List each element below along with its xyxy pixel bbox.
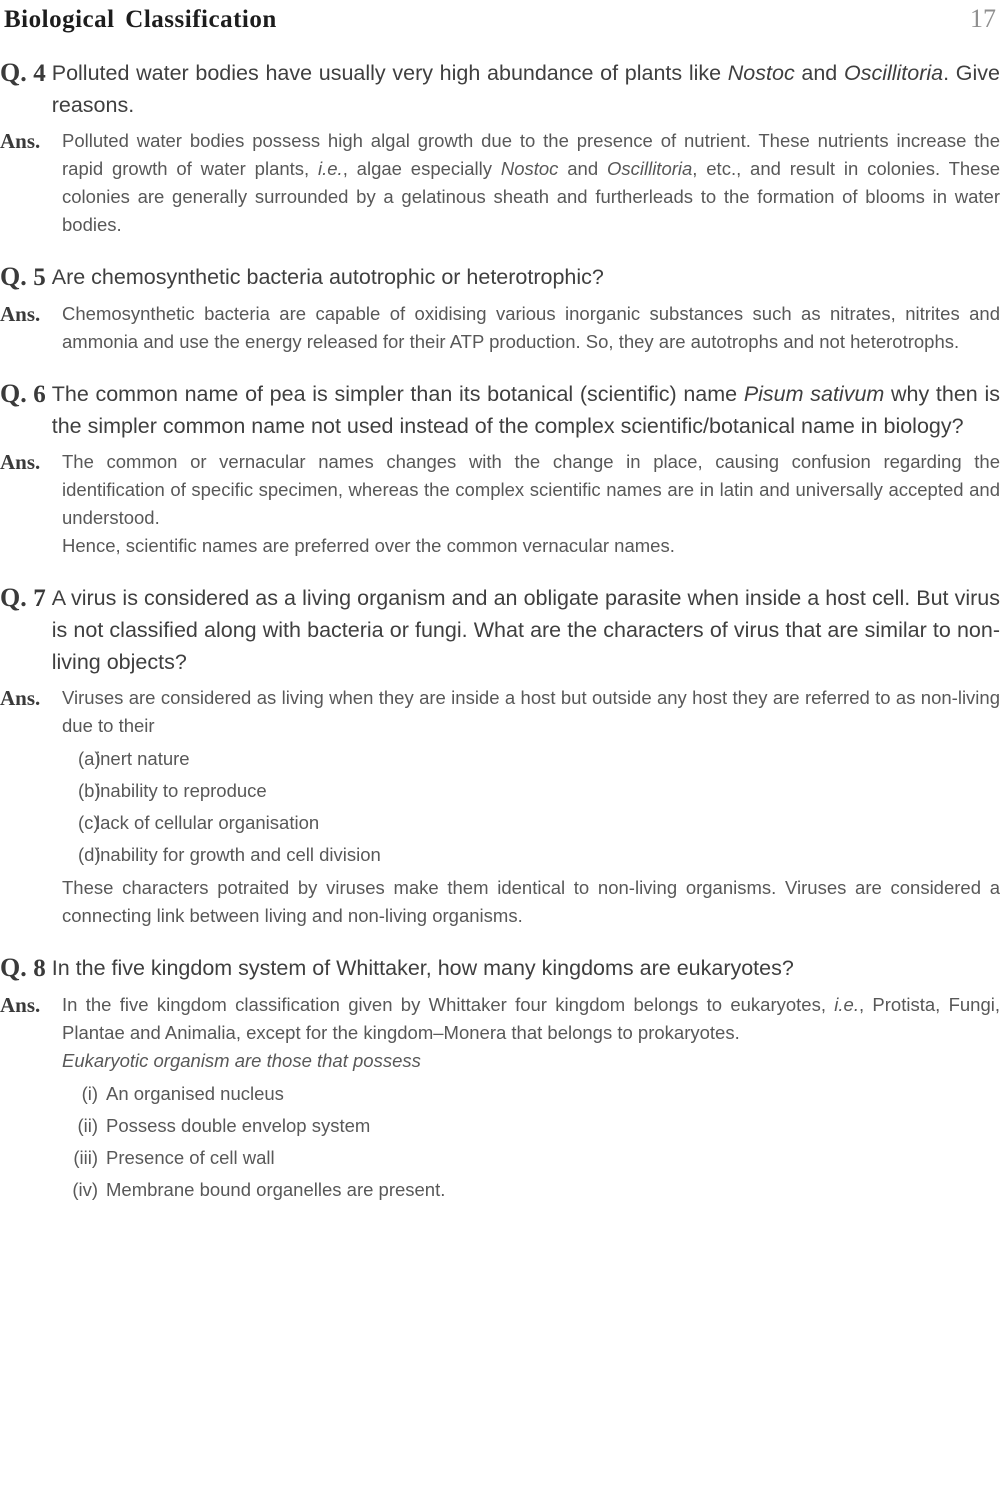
answer-label: Ans. <box>0 302 41 326</box>
qa-block <box>0 952 1000 1209</box>
answer-paragraph: Viruses are considered as living when they are inside a host but outside any host they are referred to as non-living due to their <box>62 687 1000 736</box>
question-number: 6 <box>33 381 46 408</box>
page-title: Biological Classification <box>4 6 277 33</box>
question-label <box>0 378 46 411</box>
answer-body <box>62 684 1000 930</box>
qa-block <box>0 261 1000 356</box>
header-divider <box>0 38 1000 39</box>
question-number: 7 <box>33 585 46 612</box>
block-spacer <box>0 936 1000 952</box>
answer-row <box>0 127 1000 239</box>
list-item-marker: (c) <box>78 812 100 833</box>
list-item-marker: (i) <box>81 1083 98 1104</box>
list-item <box>62 1111 1000 1141</box>
answer-body <box>62 448 1000 560</box>
answer-label: Ans. <box>0 993 41 1017</box>
question-number: 4 <box>33 60 46 87</box>
question-label <box>0 261 46 294</box>
answer-row <box>0 684 1000 930</box>
answer-paragraph: The common or vernacular names changes with the change in place, causing confusion regarding the identification of specific specimen, whereas the complex scientific names are in latin and universally accepted and understood. <box>62 451 1000 528</box>
list-item-text: inability to reproduce <box>96 780 267 801</box>
question-prefix: Q. <box>0 262 27 291</box>
question-text: The common name of pea is simpler than its botanical (scientific) name Pisum sativum why then is the simpler common name not used instead of the complex scientific/botanical name in biology? <box>51 382 1000 438</box>
answer-list <box>62 744 1000 870</box>
block-spacer <box>0 362 1000 378</box>
question-row <box>0 952 1000 985</box>
list-item-marker: (a) <box>78 748 101 769</box>
question-row <box>0 378 1000 442</box>
block-spacer <box>0 1215 1000 1231</box>
question-row <box>0 261 1000 294</box>
answer-paragraph: Chemosynthetic bacteria are capable of oxidising various inorganic substances such as nitrates, nitrites and ammonia and use the energy released for their ATP production. So, they are autotrophs and not heterotrophs. <box>62 303 1000 352</box>
page-header <box>0 0 1000 34</box>
question-label <box>0 952 46 985</box>
question-label <box>0 57 46 90</box>
list-item <box>62 1143 1000 1173</box>
question-number: 8 <box>33 955 46 982</box>
list-item-text: Presence of cell wall <box>106 1147 275 1168</box>
list-item-marker: (iv) <box>72 1179 98 1200</box>
block-spacer <box>0 566 1000 582</box>
list-item-text: inability for growth and cell division <box>96 844 381 865</box>
question-row <box>0 57 1000 121</box>
answer-paragraph: Hence, scientific names are preferred over the common vernacular names. <box>62 535 675 556</box>
answer-list <box>62 1079 1000 1205</box>
answer-body <box>62 991 1000 1209</box>
question-label <box>0 582 46 615</box>
answer-row <box>0 991 1000 1209</box>
qa-block <box>0 57 1000 239</box>
question-row <box>0 582 1000 678</box>
question-text: In the five kingdom system of Whittaker, how many kingdoms are eukaryotes? <box>51 956 794 980</box>
list-item <box>62 1079 1000 1109</box>
qa-block <box>0 582 1000 930</box>
question-prefix: Q. <box>0 953 27 982</box>
qa-list <box>0 57 1000 1231</box>
list-item-marker: (ii) <box>77 1115 98 1136</box>
list-item <box>62 808 1000 838</box>
list-item-text: Membrane bound organelles are present. <box>106 1179 446 1200</box>
answer-label: Ans. <box>0 450 41 474</box>
answer-row <box>0 300 1000 356</box>
qa-block <box>0 378 1000 560</box>
answer-row <box>0 448 1000 560</box>
answer-paragraph: Polluted water bodies possess high algal growth due to the presence of nutrient. These nutrients increase the rapid growth of water plants, i.e., algae especially Nostoc and Oscillitoria, etc., and result in colonies. These colonies are generally surrounded by a gelatinous sheath and furtherleads to the formation of blooms in water bodies. <box>62 130 1000 235</box>
question-number: 5 <box>33 264 46 291</box>
list-item <box>62 744 1000 774</box>
page-number: 17 <box>970 4 996 33</box>
list-item-marker: (iii) <box>73 1147 98 1168</box>
answer-paragraph: Eukaryotic organism are those that possess <box>62 1050 421 1071</box>
list-item-text: Possess double envelop system <box>106 1115 371 1136</box>
question-prefix: Q. <box>0 58 27 87</box>
question-text: Polluted water bodies have usually very high abundance of plants like Nostoc and Oscillitoria. Give reasons. <box>51 61 1000 117</box>
answer-body <box>62 300 1000 356</box>
list-item-marker: (b) <box>78 780 101 801</box>
list-item <box>62 840 1000 870</box>
list-item-text: An organised nucleus <box>106 1083 284 1104</box>
list-item <box>62 1175 1000 1205</box>
list-item-text: inert nature <box>96 748 190 769</box>
list-item-marker: (d) <box>78 844 101 865</box>
block-spacer <box>0 245 1000 261</box>
answer-label: Ans. <box>0 129 41 153</box>
list-item-text: lack of cellular organisation <box>96 812 320 833</box>
answer-paragraph: These characters potraited by viruses make them identical to non-living organisms. Viruses are considered a connecting link between living and non-living organisms. <box>62 877 1000 926</box>
question-prefix: Q. <box>0 379 27 408</box>
question-text: Are chemosynthetic bacteria autotrophic or heterotrophic? <box>51 265 604 289</box>
answer-label: Ans. <box>0 686 41 710</box>
list-item <box>62 776 1000 806</box>
answer-body <box>62 127 1000 239</box>
question-prefix: Q. <box>0 583 27 612</box>
question-text: A virus is considered as a living organism and an obligate parasite when inside a host cell. But virus is not classified along with bacteria or fungi. What are the characters of virus that are similar to non-living objects? <box>51 586 1000 674</box>
answer-paragraph: In the five kingdom classification given by Whittaker four kingdom belongs to eukaryotes, i.e., Protista, Fungi, Plantae and Animalia, except for the kingdom–Monera that belongs to prokaryotes. <box>62 994 1000 1043</box>
